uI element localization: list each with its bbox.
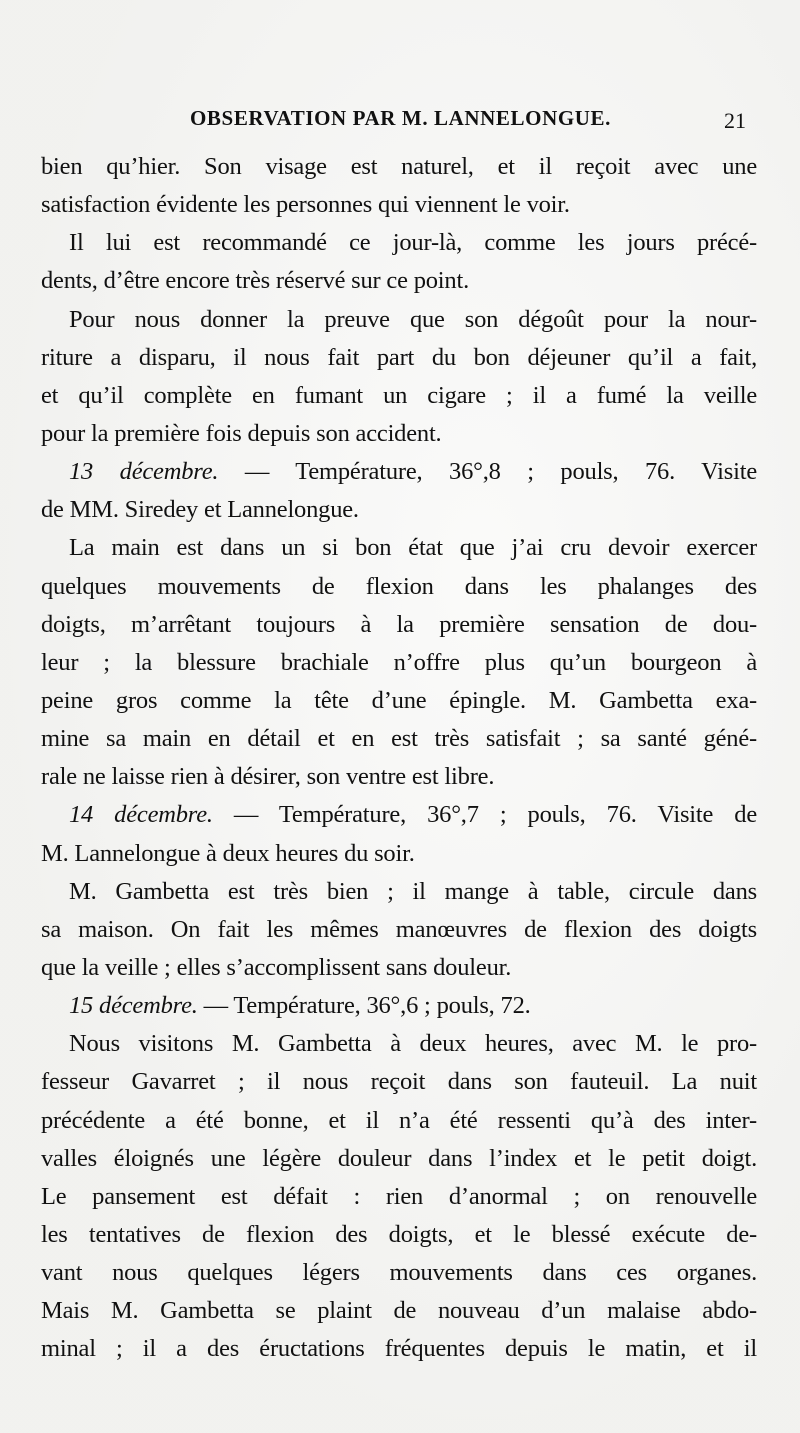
text-line: et qu’il complète en fumant un cigare ; il a fumé la veille xyxy=(41,381,757,409)
entry-date: 14 décembre. xyxy=(69,801,213,829)
text-line: rale ne laisse rien à désirer, son ventre est libre. xyxy=(41,763,495,791)
text-line: Mais M. Gambetta se plaint de nouveau d’un malaise abdo- xyxy=(41,1297,757,1325)
text-line: fesseur Gavarret ; il nous reçoit dans son fauteuil. La nuit xyxy=(41,1068,757,1096)
text-line: valles éloignés une légère douleur dans l’index et le petit doigt. xyxy=(41,1144,757,1172)
text-line: quelques mouvements de flexion dans les phalanges des xyxy=(41,572,757,600)
running-title: OBSERVATION PAR M. LANNELONGUE. xyxy=(190,106,611,130)
text-line: de MM. Siredey et Lannelongue. xyxy=(41,496,359,524)
text-line: Le pansement est défait : rien d’anormal ; on renouvelle xyxy=(41,1182,757,1210)
paragraph-start-line: La main est dans un si bon état que j’ai cru devoir exercer xyxy=(69,534,757,562)
paragraph-start-line: Nous visitons M. Gambetta à deux heures, avec M. le pro- xyxy=(69,1030,757,1058)
paragraph-start-line: M. Gambetta est très bien ; il mange à table, circule dans xyxy=(69,877,757,905)
text-line: peine gros comme la tête d’une épingle. M. Gambetta exa- xyxy=(41,686,757,714)
text-line: M. Lannelongue à deux heures du soir. xyxy=(41,839,415,867)
text-line: minal ; il a des éructations fréquentes depuis le matin, et il xyxy=(41,1335,757,1363)
text-line: les tentatives de flexion des doigts, et le blessé exécute de- xyxy=(41,1220,757,1248)
text-line: leur ; la blessure brachiale n’offre plus qu’un bourgeon à xyxy=(41,648,757,676)
text-line: riture a disparu, il nous fait part du bon déjeuner qu’il a fait, xyxy=(41,343,757,371)
dated-entry-line: 15 décembre. — Température, 36°,6 ; pouls, 72. xyxy=(69,992,531,1020)
entry-date: 15 décembre. xyxy=(69,992,198,1020)
text-line: précédente a été bonne, et il n’a été ressenti qu’à des inter- xyxy=(41,1106,757,1134)
entry-date: 13 décembre. xyxy=(69,458,219,486)
text-line: vant nous quelques légers mouvements dans ces organes. xyxy=(41,1259,757,1287)
text-line: pour la première fois depuis son accident. xyxy=(41,419,442,447)
dated-entry-line: 13 décembre. — Température, 36°,8 ; pouls, 76. Visite xyxy=(69,458,757,486)
paragraph-start-line: Pour nous donner la preuve que son dégoût pour la nour- xyxy=(69,305,757,333)
text-line: bien qu’hier. Son visage est naturel, et il reçoit avec une xyxy=(41,153,757,180)
text-line: mine sa main en détail et en est très satisfait ; sa santé géné- xyxy=(41,725,757,753)
text-line: que la veille ; elles s’accomplissent sans douleur. xyxy=(41,953,512,981)
text-line: sa maison. On fait les mêmes manœuvres de flexion des doigts xyxy=(41,915,757,943)
page-header xyxy=(0,106,800,136)
text-line: satisfaction évidente les personnes qui viennent le voir. xyxy=(41,191,570,219)
dated-entry-line: 14 décembre. — Température, 36°,7 ; pouls, 76. Visite de xyxy=(69,801,757,829)
body-text xyxy=(41,148,757,1369)
page-number: 21 xyxy=(724,108,746,133)
text-line: dents, d’être encore très réservé sur ce point. xyxy=(41,267,469,295)
paragraph-start-line: Il lui est recommandé ce jour-là, comme les jours précé- xyxy=(69,229,757,257)
text-line: doigts, m’arrêtant toujours à la première sensation de dou- xyxy=(41,610,757,638)
